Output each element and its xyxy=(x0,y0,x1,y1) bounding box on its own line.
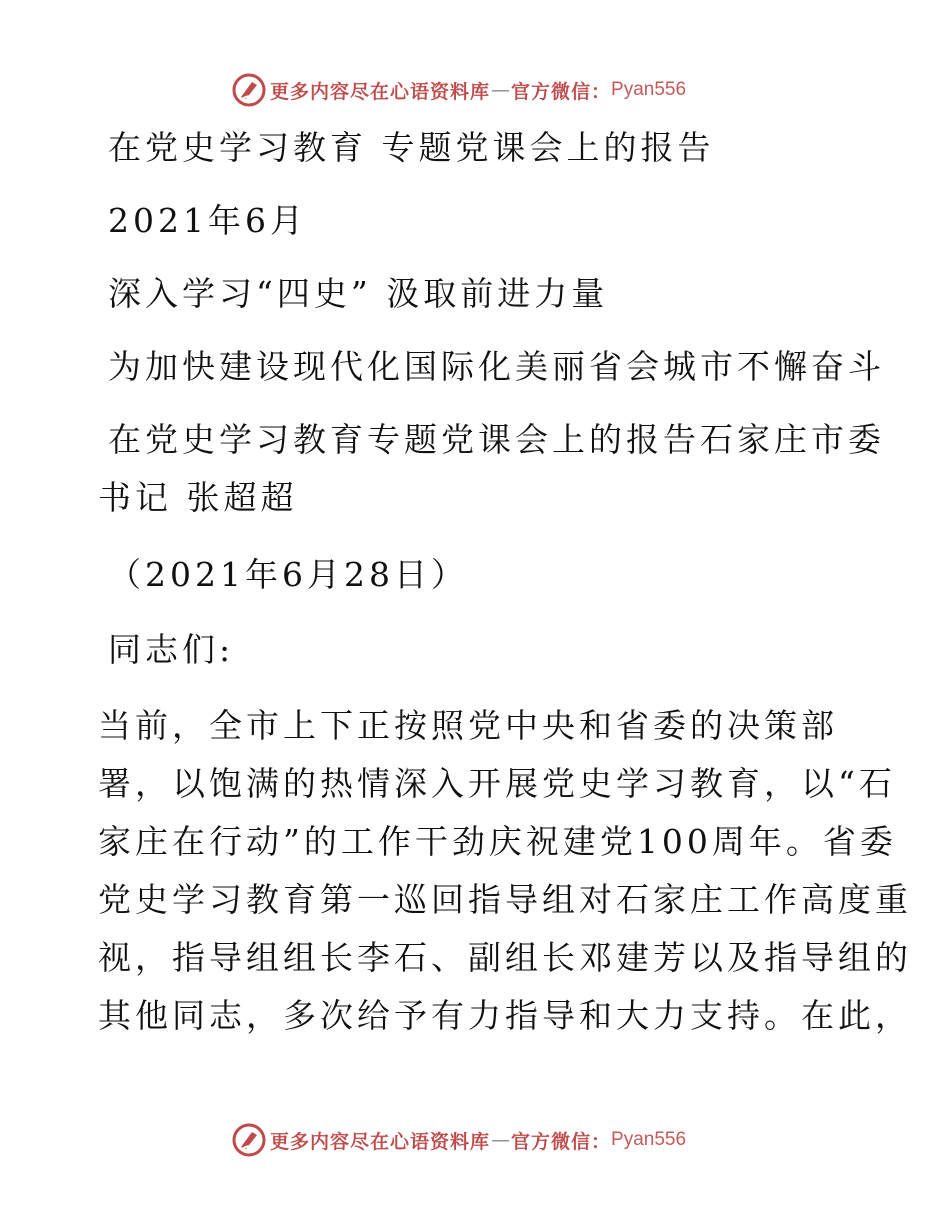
banner-wechat-id: Pyan556 xyxy=(611,1129,687,1150)
document-subtitle-2: 为加快建设现代化国际化美丽省会城市不懈奋斗 xyxy=(108,347,885,386)
banner-wechat-label: 官方微信： xyxy=(511,80,612,103)
document-title: 在党史学习教育 专题党课会上的报告 xyxy=(108,128,715,167)
brand-logo-icon xyxy=(232,73,266,107)
paragraph-line: 视，指导组组长李石、副组长邓建芳以及指导组的 xyxy=(98,938,912,977)
paragraph-line: 其他同志，多次给予有力指导和大力支持。在此， xyxy=(98,996,912,1035)
document-full-date: （2021年6月28日） xyxy=(108,555,468,594)
body-paragraph xyxy=(98,697,912,1045)
banner-wechat-id: Pyan556 xyxy=(611,79,687,100)
footer-banner xyxy=(232,1122,686,1158)
document-byline: 在党史学习教育专题党课会上的报告石家庄市委 xyxy=(108,420,885,459)
banner-separator: — xyxy=(491,1129,511,1151)
banner-text: 更多内容尽在心语资料库 xyxy=(270,80,491,103)
banner-separator: — xyxy=(491,79,511,101)
paragraph-line: 家庄在行动”的工作干劲庆祝建党100周年。省委 xyxy=(98,822,897,861)
document-date: 2021年6月 xyxy=(108,201,307,240)
document-salutation: 同志们: xyxy=(108,630,235,669)
banner-text: 更多内容尽在心语资料库 xyxy=(270,1130,491,1153)
document-subtitle: 深入学习“四史” 汲取前进力量 xyxy=(108,274,609,313)
document-byline-author: 书记 张超超 xyxy=(98,478,298,517)
banner-wechat-label: 官方微信： xyxy=(511,1130,612,1153)
paragraph-line: 当前，全市上下正按照党中央和省委的决策部 xyxy=(98,706,838,745)
brand-logo-icon xyxy=(232,1123,266,1157)
header-banner xyxy=(232,72,686,108)
paragraph-line: 署，以饱满的热情深入开展党史学习教育，以“石 xyxy=(98,764,896,803)
paragraph-line: 党史学习教育第一巡回指导组对石家庄工作高度重 xyxy=(98,880,912,919)
